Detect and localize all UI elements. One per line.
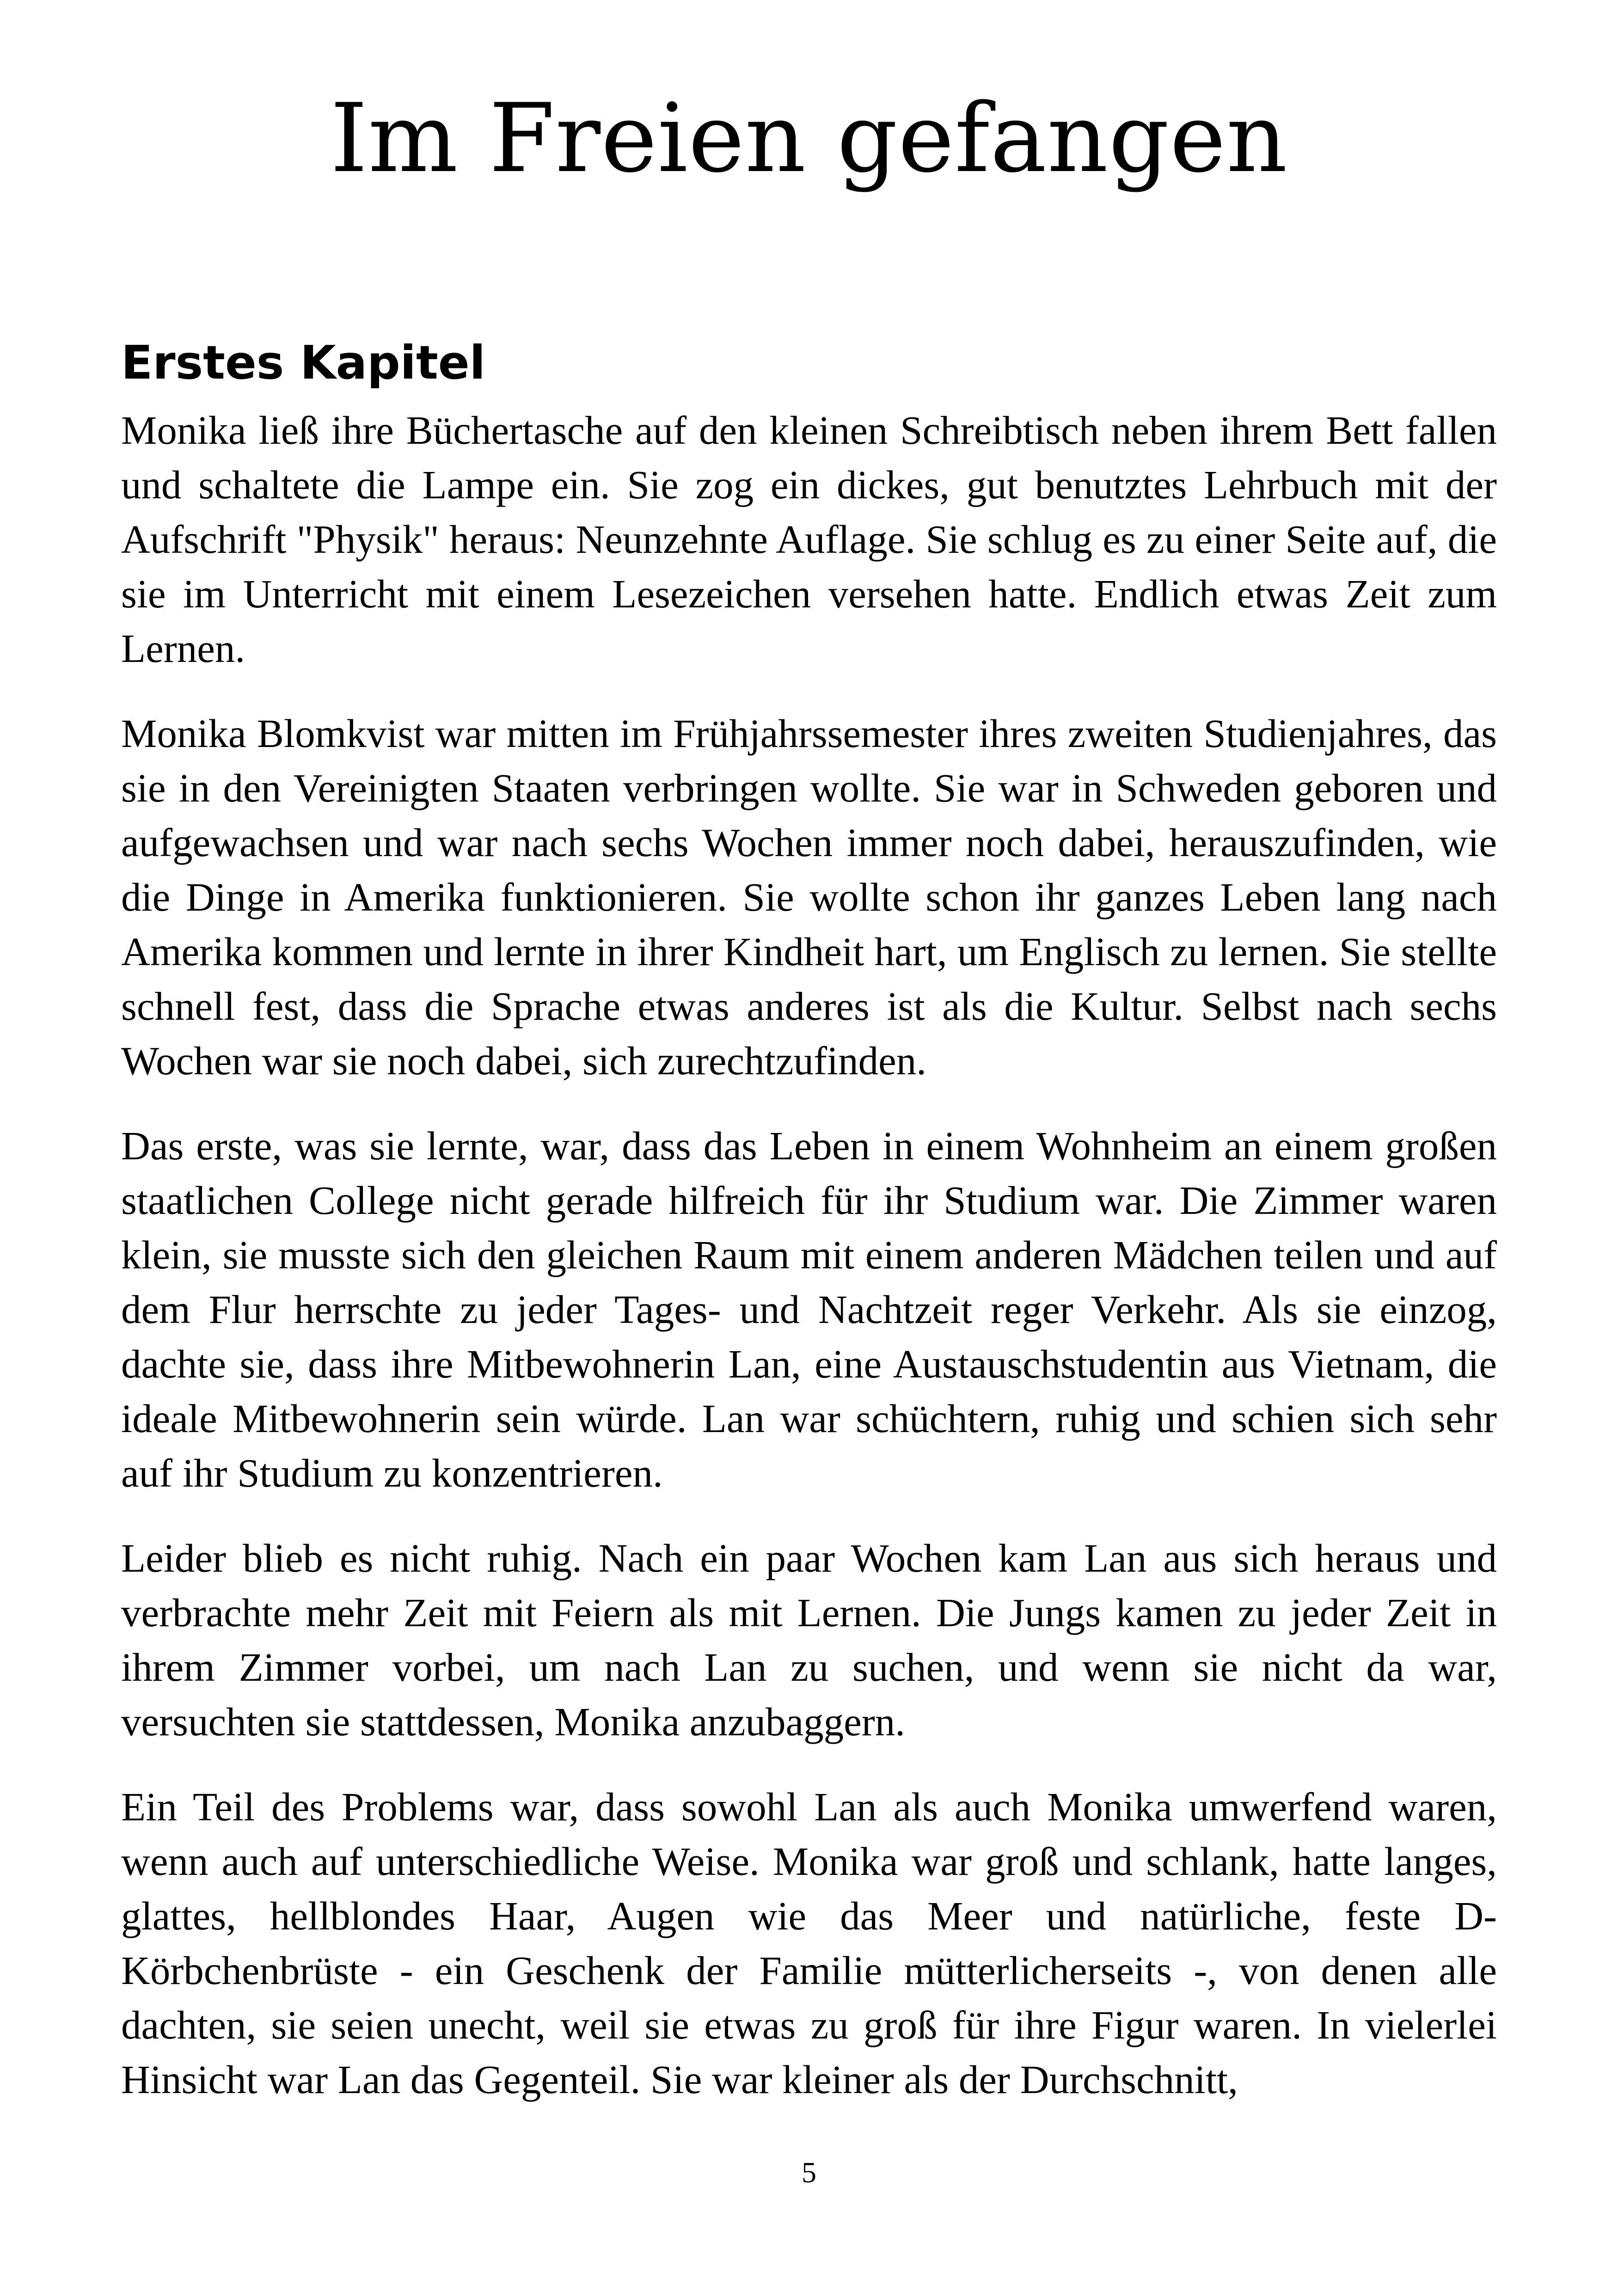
paragraph: Ein Teil des Problems war, dass sowohl Lan als auch Monika umwerfend waren, wenn auch auf unterschiedliche Weise. Monika war groß und schlank, hatte langes, glattes, hellblondes Haar, Augen wie das Meer und natürliche, feste D-Körbchenbrüste - ein Geschenk der Familie mütterlicherseits -, von denen alle dachten, sie seien unecht, weil sie etwas zu groß für ihre Figur waren. In vielerlei Hinsicht war Lan das Gegenteil. Sie war kleiner als der Durchschnitt,: [121, 1784, 1497, 2102]
body-text: [121, 403, 1497, 2107]
paragraph: Leider blieb es nicht ruhig. Nach ein paar Wochen kam Lan aus sich heraus und verbrachte mehr Zeit mit Feiern als mit Lernen. Die Jungs kamen zu jeder Zeit in ihrem Zimmer vorbei, um nach Lan zu suchen, und wenn sie nicht da war, versuchten sie stattdessen, Monika anzubaggern.: [121, 1536, 1497, 1744]
chapter-heading: Erstes Kapitel: [121, 336, 485, 390]
paragraph: Monika Blomkvist war mitten im Frühjahrssemester ihres zweiten Studienjahres, das sie in den Vereinigten Staaten verbringen wollte. Sie war in Schweden geboren und aufgewachsen und war nach sechs Wochen immer noch dabei, herauszufinden, wie die Dinge in Amerika funktionieren. Sie wollte schon ihr ganzes Leben lang nach Amerika kommen und lernte in ihrer Kindheit hart, um Englisch zu lernen. Sie stellte schnell fest, dass die Sprache etwas anderes ist als die Kultur. Selbst nach sechs Wochen war sie noch dabei, sich zurechtzufinden.: [121, 711, 1497, 1083]
paragraph: Das erste, was sie lernte, war, dass das Leben in einem Wohnheim an einem großen staatlichen College nicht gerade hilfreich für ihr Studium war. Die Zimmer waren klein, sie musste sich den gleichen Raum mit einem anderen Mädchen teilen und auf dem Flur herrschte zu jeder Tages- und Nachtzeit reger Verkehr. Als sie einzog, dachte sie, dass ihre Mitbewohnerin Lan, eine Austauschstudentin aus Vietnam, die ideale Mitbewohnerin sein würde. Lan war schüchtern, ruhig und schien sich sehr auf ihr Studium zu konzentrieren.: [121, 1123, 1497, 1495]
paragraph: Monika ließ ihre Büchertasche auf den kleinen Schreibtisch neben ihrem Bett fallen und schaltete die Lampe ein. Sie zog ein dickes, gut benutztes Lehrbuch mit der Aufschrift "Physik" heraus: Neunzehnte Auflage. Sie schlug es zu einer Seite auf, die sie im Unterricht mit einem Lesezeichen versehen hatte. Endlich etwas Zeit zum Lernen.: [121, 408, 1497, 671]
book-title: Im Freien gefangen: [330, 84, 1288, 194]
page-number: 5: [802, 2156, 816, 2189]
